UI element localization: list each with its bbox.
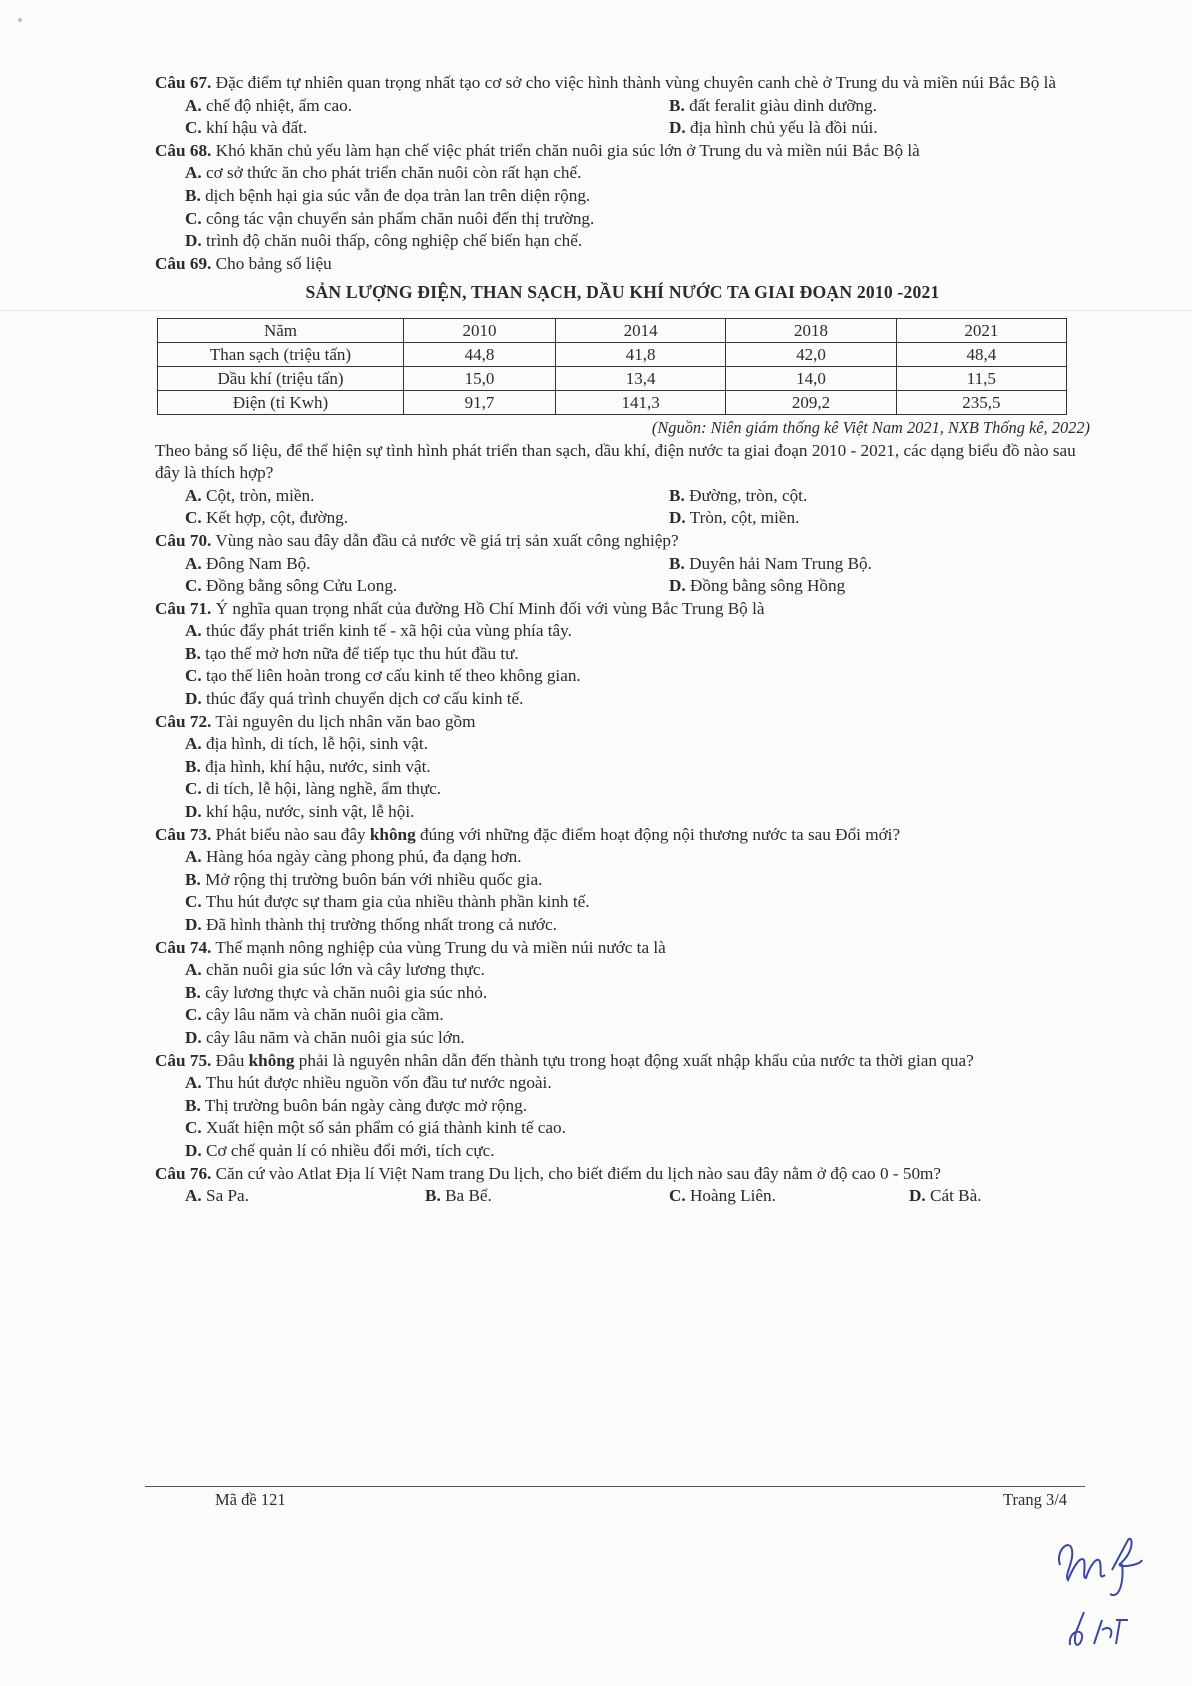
option-c: C. khí hậu và đất. [185, 118, 308, 138]
exam-code: Mã đề 121 [215, 1490, 286, 1509]
question-75: Câu 75. Đâu không phải là nguyên nhân dẫn đến thành tựu trong hoạt động xuất nhập khẩu của nước ta thời gian qua? [155, 1050, 974, 1070]
option-b: B. cây lương thực và chăn nuôi gia súc nhỏ. [185, 982, 488, 1002]
table-cell: 235,5 [896, 390, 1066, 414]
question-text: Khó khăn chủ yếu làm hạn chế việc phát triển chăn nuôi gia súc lớn ở Trung du và miền núi Bắc Bộ là [215, 140, 920, 160]
option-a: A. Đông Nam Bộ. [185, 553, 311, 573]
option-a: A. Hàng hóa ngày càng phong phú, đa dạng hơn. [185, 847, 522, 867]
option-d: D. cây lâu năm và chăn nuôi gia súc lớn. [185, 1027, 465, 1047]
table-cell: 91,7 [404, 390, 556, 414]
table-cell: 15,0 [404, 366, 556, 390]
question-73: Câu 73. Phát biểu nào sau đây không đúng với những đặc điểm hoạt động nội thương nước ta sau Đổi mới? [155, 824, 901, 844]
question-number: Câu 69. [155, 253, 212, 273]
question-text: Tài nguyên du lịch nhân văn bao gồm [215, 711, 476, 731]
options-row [155, 507, 1090, 530]
option-d: D. địa hình chủ yếu là đồi núi. [669, 118, 878, 138]
options-row [155, 553, 1090, 576]
table-header-row [158, 318, 1067, 342]
option-c: C. Đồng bằng sông Cửu Long. [185, 576, 398, 596]
option-a: A. Sa Pa. [185, 1186, 249, 1206]
question-text: Đặc điểm tự nhiên quan trọng nhất tạo cơ sở cho việc hình thành vùng chuyên canh chè ở Trung du và miền núi Bắc Bộ là [215, 73, 1057, 92]
table-cell: 48,4 [896, 342, 1066, 366]
option-d: D. thúc đẩy quá trình chuyển dịch cơ cấu kinh tế. [185, 689, 524, 709]
option-b: B. Mở rộng thị trường buôn bán với nhiều quốc gia. [185, 869, 543, 889]
option-d: D. Tròn, cột, miền. [669, 508, 800, 528]
question-number: Câu 76. [155, 1163, 212, 1183]
question-text: Theo bảng số liệu, để thể hiện sự tình hình phát triển than sạch, dầu khí, điện nước ta giai đoạn 2010 - 2021, các dạng biểu đồ nào sau đây là thích hợp? [155, 440, 1076, 483]
option-c: C. Thu hút được sự tham gia của nhiều thành phần kinh tế. [185, 892, 590, 912]
option-a: A. địa hình, di tích, lễ hội, sinh vật. [185, 734, 428, 754]
option-a: A. chế độ nhiệt, ẩm cao. [185, 95, 353, 115]
table-cell: 44,8 [404, 342, 556, 366]
option-b: B. đất feralit giàu dinh dưỡng. [669, 95, 877, 115]
table-cell: Dầu khí (triệu tấn) [158, 366, 404, 390]
question-68 [155, 140, 1090, 163]
question-text: Cho bảng số liệu [215, 253, 332, 273]
option-b: B. Thị trường buôn bán ngày càng được mở rộng. [185, 1095, 528, 1115]
option-c: C. Kết hợp, cột, đường. [185, 508, 349, 528]
options-row [155, 117, 1090, 140]
option-a: A. chăn nuôi gia súc lớn và cây lương thực. [185, 960, 485, 980]
option-b: B. Duyên hải Nam Trung Bộ. [669, 553, 872, 573]
options-row [155, 485, 1090, 508]
question-number: Câu 68. [155, 140, 212, 160]
exam-content [155, 72, 1090, 1208]
table-row [158, 342, 1067, 366]
option-b: B. dịch bệnh hại gia súc vẫn đe dọa tràn lan trên diện rộng. [185, 185, 591, 205]
question-number: Câu 74. [155, 937, 212, 957]
table-title: SẢN LƯỢNG ĐIỆN, THAN SẠCH, DẦU KHÍ NƯỚC TA GIAI ĐOẠN 2010 -2021 [305, 282, 940, 303]
question-text: Vùng nào sau đây dẫn đầu cả nước về giá trị sản xuất công nghiệp? [215, 530, 679, 550]
question-number: Câu 73. [155, 824, 212, 844]
question-67 [155, 72, 1090, 95]
option-d: D. Cơ chế quản lí có nhiều đổi mới, tích cực. [185, 1140, 495, 1160]
question-72 [155, 711, 1090, 734]
footer-divider [145, 1486, 1085, 1487]
option-a: A. Cột, tròn, miền. [185, 485, 315, 505]
options-row [155, 95, 1090, 118]
table-cell: 2010 [404, 318, 556, 342]
option-c: C. cây lâu năm và chăn nuôi gia cầm. [185, 1005, 444, 1025]
table-cell: 13,4 [555, 366, 725, 390]
table-source: (Nguồn: Niên giám thống kê Việt Nam 2021, NXB Thống kê, 2022) [651, 417, 1090, 437]
emphasis-word: không [369, 824, 416, 844]
table-cell: Than sạch (triệu tấn) [158, 342, 404, 366]
question-76 [155, 1163, 1090, 1186]
table-cell: 42,0 [726, 342, 896, 366]
data-table [157, 318, 1067, 415]
option-c: C. Hoàng Liên. [669, 1186, 776, 1206]
option-d: D. trình độ chăn nuôi thấp, công nghiệp chế biến hạn chế. [185, 231, 583, 251]
handwritten-signature [1050, 1520, 1170, 1660]
scan-speck [18, 18, 22, 22]
option-a: A. thúc đẩy phát triển kinh tế - xã hội của vùng phía tây. [185, 621, 572, 641]
question-text: Thế mạnh nông nghiệp của vùng Trung du và miền núi nước ta là [215, 937, 666, 957]
options-row [155, 1185, 1090, 1208]
table-cell: 14,0 [726, 366, 896, 390]
option-c: C. di tích, lễ hội, làng nghề, ẩm thực. [185, 779, 442, 799]
table-cell: 2018 [726, 318, 896, 342]
question-70 [155, 530, 1090, 553]
option-d: D. Đã hình thành thị trường thống nhất trong cả nước. [185, 915, 557, 934]
option-d: D. khí hậu, nước, sinh vật, lễ hội. [185, 802, 415, 822]
option-b: B. Ba Bể. [425, 1186, 492, 1206]
question-number: Câu 71. [155, 598, 212, 618]
table-cell: 2014 [555, 318, 725, 342]
table-cell: Điện (tỉ Kwh) [158, 390, 404, 414]
page-number: Trang 3/4 [1003, 1490, 1068, 1509]
option-c: C. công tác vận chuyển sản phẩm chăn nuôi đến thị trường. [185, 208, 595, 228]
table-cell: Năm [158, 318, 404, 342]
option-b: B. địa hình, khí hậu, nước, sinh vật. [185, 756, 431, 776]
question-74 [155, 937, 1090, 960]
option-c: C. Xuất hiện một số sản phẩm có giá thành kinh tế cao. [185, 1118, 566, 1138]
table-cell: 11,5 [896, 366, 1066, 390]
option-d: D. Cát Bà. [909, 1186, 982, 1206]
table-cell: 41,8 [555, 342, 725, 366]
question-number: Câu 67. [155, 73, 212, 92]
options-row [155, 575, 1090, 598]
question-69 [155, 253, 1090, 276]
option-a: A. cơ sở thức ăn cho phát triển chăn nuôi còn rất hạn chế. [185, 163, 582, 183]
question-text: Căn cứ vào Atlat Địa lí Việt Nam trang Du lịch, cho biết điểm du lịch nào sau đây nằm ở độ cao 0 - 50m? [215, 1163, 942, 1183]
question-number: Câu 72. [155, 711, 212, 731]
table-cell: 209,2 [726, 390, 896, 414]
emphasis-word: không [248, 1050, 295, 1070]
question-71 [155, 598, 1090, 621]
table-row [158, 390, 1067, 414]
option-d: D. Đồng bằng sông Hồng [669, 576, 846, 596]
question-number: Câu 70. [155, 530, 212, 550]
option-c: C. tạo thế liên hoàn trong cơ cấu kinh tế theo không gian. [185, 666, 581, 686]
option-b: B. Đường, tròn, cột. [669, 485, 808, 505]
question-text: Ý nghĩa quan trọng nhất của đường Hồ Chí Minh đối với vùng Bắc Trung Bộ là [215, 598, 765, 618]
question-number: Câu 75. [155, 1050, 212, 1070]
table-row [158, 366, 1067, 390]
table-cell: 2021 [896, 318, 1066, 342]
option-a: A. Thu hút được nhiều nguồn vốn đầu tư nước ngoài. [185, 1073, 552, 1093]
table-cell: 141,3 [555, 390, 725, 414]
option-b: B. tạo thế mở hơn nữa để tiếp tục thu hút đầu tư. [185, 643, 519, 663]
